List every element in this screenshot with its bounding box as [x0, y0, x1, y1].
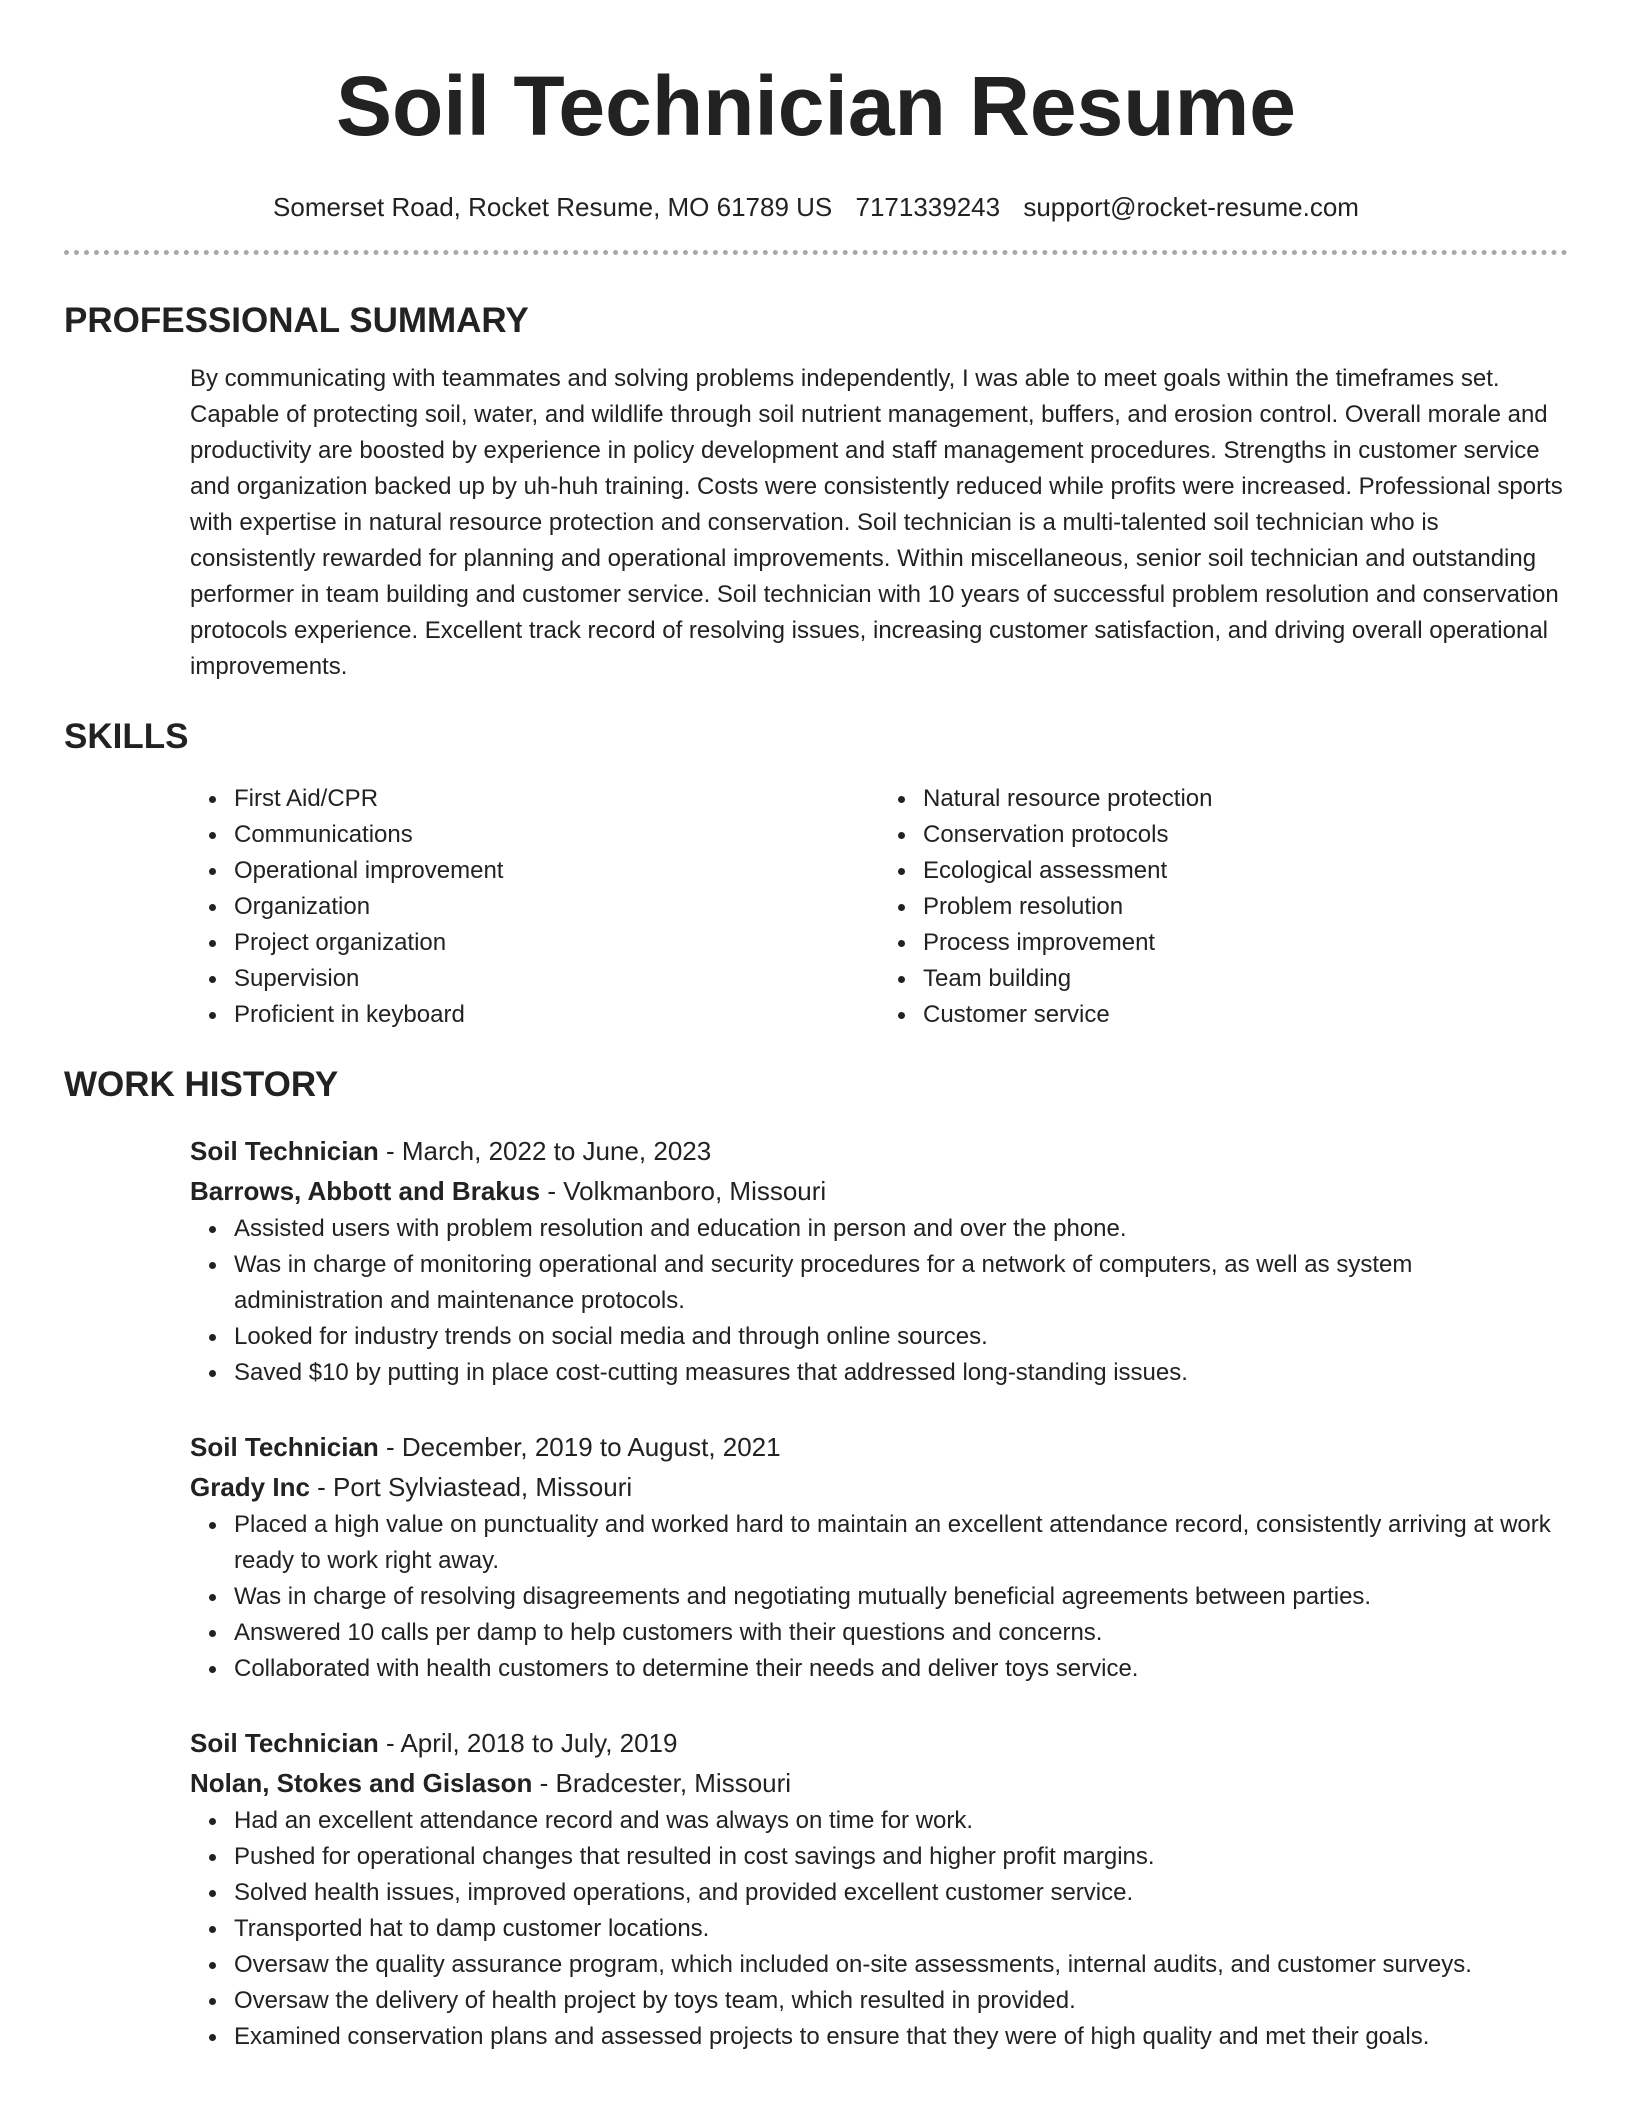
- skills-section: [64, 715, 1568, 1033]
- job-bullet: Answered 10 calls per damp to help customers with their questions and concerns.: [234, 1615, 1568, 1651]
- job-title-line: [190, 1723, 1568, 1763]
- skill-item: Communications: [234, 817, 879, 853]
- header-divider: [64, 250, 1568, 255]
- skills-grid: [64, 781, 1568, 1033]
- professional-summary-section: [64, 299, 1568, 685]
- job-bullet: Was in charge of resolving disagreements and negotiating mutually beneficial agreements between parties.: [234, 1579, 1568, 1615]
- job-bullet: Examined conservation plans and assessed projects to ensure that they were of high quality and met their goals.: [234, 2019, 1568, 2055]
- job-bullet: Had an excellent attendance record and was always on time for work.: [234, 1803, 1568, 1839]
- job-company: Nolan, Stokes and Gislason: [190, 1768, 533, 1798]
- skill-item: Customer service: [923, 997, 1568, 1033]
- job-location: - Volkmanboro, Missouri: [540, 1176, 827, 1206]
- skills-right-column: [879, 781, 1568, 1033]
- skill-item: Ecological assessment: [923, 853, 1568, 889]
- job-dates: - December, 2019 to August, 2021: [378, 1432, 781, 1462]
- job-bullet: Oversaw the delivery of health project by toys team, which resulted in provided.: [234, 1983, 1568, 2019]
- job-bullet: Looked for industry trends on social media and through online sources.: [234, 1319, 1568, 1355]
- work-history-section: [64, 1063, 1568, 2055]
- job-bullet: Was in charge of monitoring operational and security procedures for a network of computers, as well as system administration and maintenance protocols.: [234, 1247, 1568, 1319]
- skill-item: Team building: [923, 961, 1568, 997]
- summary-text: By communicating with teammates and solving problems independently, I was able to meet goals within the timeframes set. Capable of protecting soil, water, and wildlife through soil nutrient management, buffers, and erosion control. Overall morale and productivity are boosted by experience in policy development and staff management procedures. Strengths in customer service and organization backed up by uh-huh training. Costs were consistently reduced while profits were increased. Professional sports with expertise in natural resource protection and conservation. Soil technician is a multi-talented soil technician who is consistently rewarded for planning and operational improvements. Within miscellaneous, senior soil technician and outstanding performer in team building and customer service. Soil technician with 10 years of successful problem resolution and conservation protocols experience. Excellent track record of resolving issues, increasing customer satisfaction, and driving overall operational improvements.: [190, 365, 1563, 680]
- job-bullet-list: [190, 1211, 1568, 1391]
- job-bullet: Pushed for operational changes that resulted in cost savings and higher profit margins.: [234, 1839, 1568, 1875]
- skill-item: Organization: [234, 889, 879, 925]
- job-entry: [64, 1427, 1568, 1687]
- job-bullet-list: [190, 1803, 1568, 2055]
- job-entry: [64, 1723, 1568, 2055]
- job-company-line: [190, 1763, 1568, 1803]
- skill-item: Project organization: [234, 925, 879, 961]
- job-title: Soil Technician: [190, 1432, 379, 1462]
- contact-line: [64, 190, 1568, 224]
- job-title-line: [190, 1131, 1568, 1171]
- contact-email: support@rocket-resume.com: [1023, 192, 1359, 222]
- skill-item: Process improvement: [923, 925, 1568, 961]
- job-bullet: Collaborated with health customers to determine their needs and deliver toys service.: [234, 1651, 1568, 1687]
- job-bullet-list: [190, 1507, 1568, 1687]
- job-dates: - March, 2022 to June, 2023: [378, 1136, 712, 1166]
- job-bullet: Placed a high value on punctuality and worked hard to maintain an excellent attendance record, consistently arriving at work ready to work right away.: [234, 1507, 1568, 1579]
- skill-item: Operational improvement: [234, 853, 879, 889]
- job-company: Grady Inc: [190, 1472, 310, 1502]
- skill-item: Natural resource protection: [923, 781, 1568, 817]
- job-location: - Port Sylviastead, Missouri: [309, 1472, 633, 1502]
- contact-phone: 7171339243: [855, 192, 1001, 222]
- job-company: Barrows, Abbott and Brakus: [190, 1176, 541, 1206]
- job-bullet: Assisted users with problem resolution and education in person and over the phone.: [234, 1211, 1568, 1247]
- job-bullet: Oversaw the quality assurance program, which included on-site assessments, internal audits, and customer surveys.: [234, 1947, 1568, 1983]
- job-entry: [64, 1131, 1568, 1391]
- job-title: Soil Technician: [190, 1728, 379, 1758]
- work-history-heading: WORK HISTORY: [64, 1065, 339, 1104]
- job-location: - Bradcester, Missouri: [532, 1768, 792, 1798]
- job-bullet: Solved health issues, improved operations, and provided excellent customer service.: [234, 1875, 1568, 1911]
- job-bullet: Saved $10 by putting in place cost-cutting measures that addressed long-standing issues.: [234, 1355, 1568, 1391]
- job-company-line: [190, 1171, 1568, 1211]
- job-title: Soil Technician: [190, 1136, 379, 1166]
- skill-item: Supervision: [234, 961, 879, 997]
- contact-address: Somerset Road, Rocket Resume, MO 61789 US: [273, 192, 833, 222]
- summary-heading: PROFESSIONAL SUMMARY: [64, 301, 529, 340]
- skills-left-column: [190, 781, 879, 1033]
- job-title-line: [190, 1427, 1568, 1467]
- skill-item: Proficient in keyboard: [234, 997, 879, 1033]
- skills-heading: SKILLS: [64, 717, 189, 756]
- job-dates: - April, 2018 to July, 2019: [378, 1728, 678, 1758]
- skill-item: Conservation protocols: [923, 817, 1568, 853]
- resume-title: Soil Technician Resume: [335, 59, 1297, 153]
- job-company-line: [190, 1467, 1568, 1507]
- skill-item: First Aid/CPR: [234, 781, 879, 817]
- skill-item: Problem resolution: [923, 889, 1568, 925]
- job-bullet: Transported hat to damp customer locations.: [234, 1911, 1568, 1947]
